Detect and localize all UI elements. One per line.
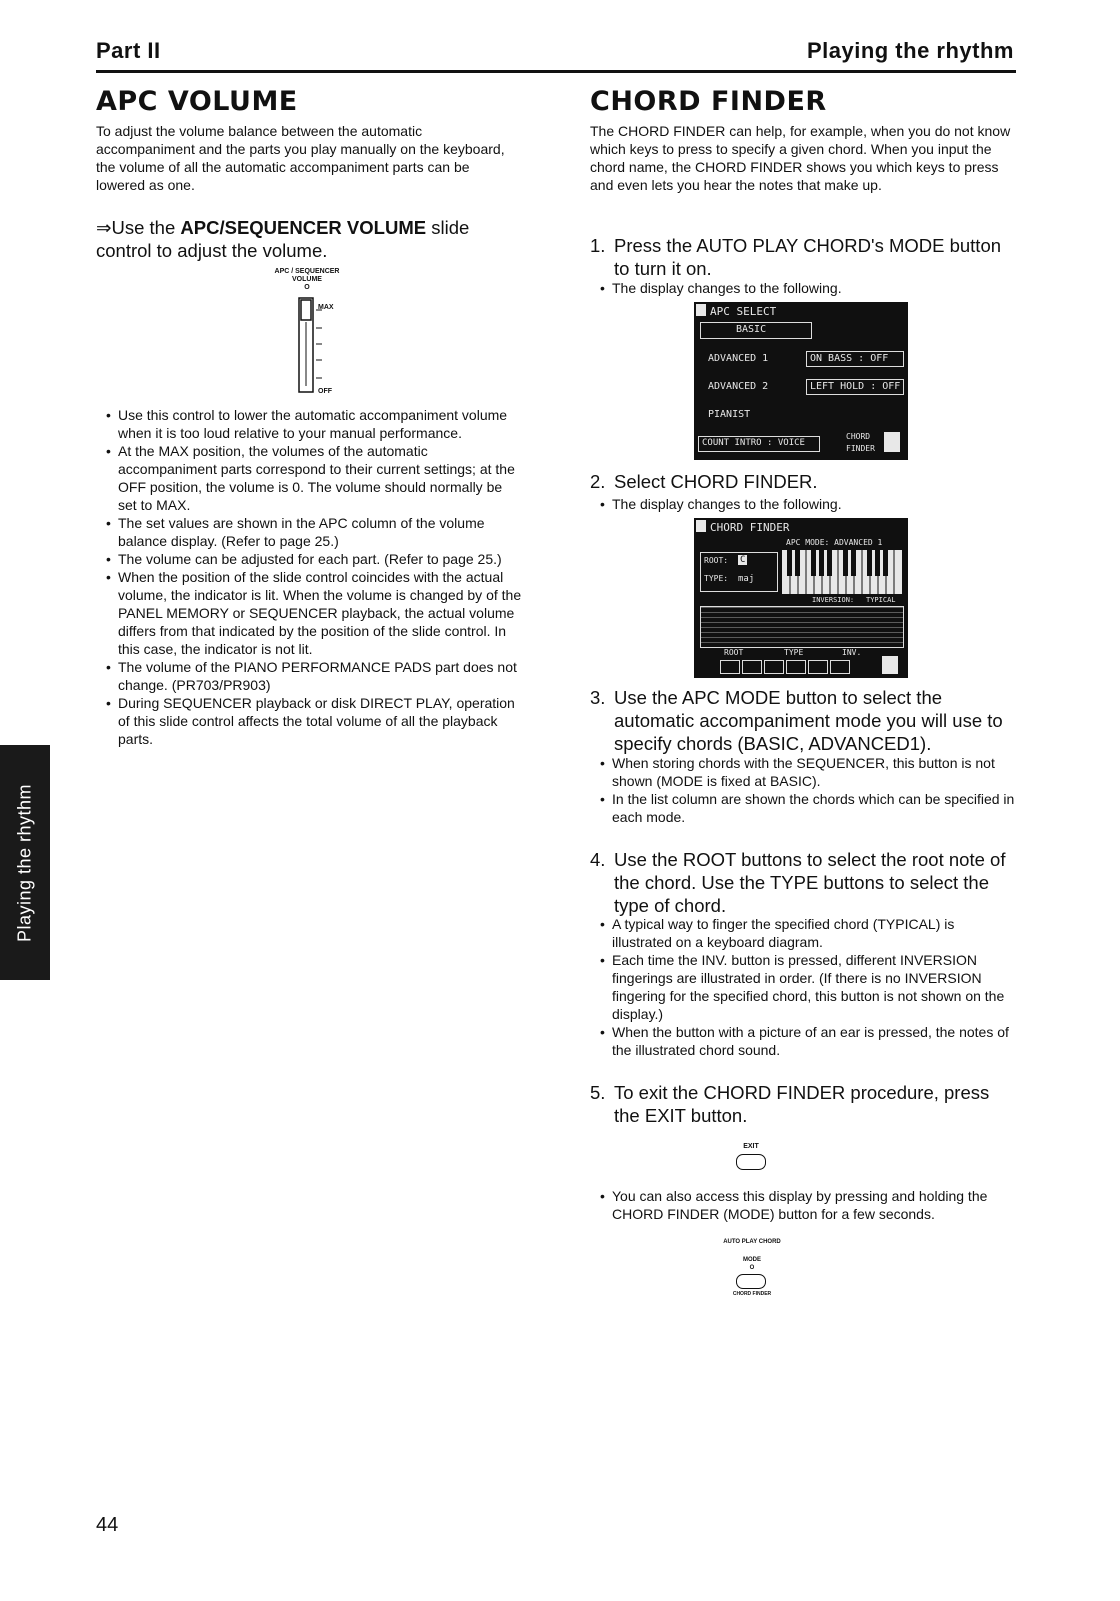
bullet: • The volume of the PIANO PERFORMANCE PADS part does not change. (PR703/PR903) — [104, 658, 522, 694]
mode-btn-mode-label: MODE — [743, 1257, 761, 1263]
step-2-sub: • The display changes to the following. — [598, 495, 1022, 513]
lcd2-typical: TYPICAL — [866, 596, 896, 604]
step-2 — [590, 470, 1016, 493]
bullet: • The set values are shown in the APC column of the volume balance display. (Refer to page 25.) — [104, 514, 522, 550]
header-left: Part II — [96, 38, 161, 63]
bullet: • The volume can be adjusted for each part. (Refer to page 25.) — [104, 550, 522, 568]
lcd-chord: CHORD — [846, 432, 871, 441]
lcd2-button — [720, 660, 740, 674]
exit-button-icon — [736, 1154, 766, 1170]
apc-volume-title: APC VOLUME — [96, 86, 298, 117]
bullet: • Each time the INV. button is pressed, different INVERSION fingerings are illustrated in order. (If there is no INVERSION fingering for the specified chord, this button is not shown on the display.) — [598, 951, 1016, 1023]
apc-volume-bullets — [104, 406, 522, 748]
bullet: • When the position of the slide control coincides with the actual volume, the indicator is lit. When the volume is changed by of the PANEL MEMORY or SEQUENCER playback, the actual volume differs from that indicated by the position of the slide control. In this case, the indicator is not lit. — [104, 568, 522, 658]
lcd-finder: FINDER — [846, 444, 875, 453]
step-number: 4. — [590, 849, 606, 870]
bullet: • When storing chords with the SEQUENCER, this button is not shown (MODE is fixed at BASIC). — [598, 754, 1016, 790]
lcd-bottom: COUNT INTRO : VOICE — [702, 438, 805, 448]
step-text: Press the AUTO PLAY CHORD's MODE button to turn it on. — [614, 235, 1002, 279]
lcd-onbass: ON BASS : OFF — [810, 353, 889, 364]
slider-max-label: MAX — [318, 304, 334, 311]
step-text: To exit the CHORD FINDER procedure, press the EXIT button. — [614, 1082, 990, 1126]
bullet: • In the list column are shown the chords which can be specified in each mode. — [598, 790, 1016, 826]
lcd2-type-val: maj — [738, 574, 755, 584]
apc-volume-instruction: ⇒Use the APC/SEQUENCER VOLUME slide control to adjust the volume. — [96, 217, 470, 261]
step-number: 2. — [590, 471, 606, 492]
lcd2-title: CHORD FINDER — [710, 521, 790, 534]
mode-btn-bottom-label: CHORD FINDER — [732, 1291, 772, 1297]
chord-finder-intro: The CHORD FINDER can help, for example, when you do not know which keys to press to specify a given chord. When you input the chord name, the CHORD FINDER shows you which keys to press and even lets you hear the notes that make up. — [590, 123, 1011, 193]
step-number: 5. — [590, 1082, 606, 1103]
step-5-sub: • You can also access this display by pressing and holding the CHORD FINDER (MODE) button for a few seconds. — [598, 1187, 1030, 1223]
ear-icon — [882, 656, 898, 674]
step-text: Use the APC MODE button to select the automatic accompaniment mode you will use to specify chords (BASIC, ADVANCED1). — [614, 687, 1003, 754]
chord-finder-title: CHORD FINDER — [590, 86, 827, 117]
lcd2-chord-list — [700, 606, 904, 648]
step-text: Select CHORD FINDER. — [614, 471, 818, 492]
lcd-chord-finder — [694, 518, 908, 678]
step-text: Use the ROOT buttons to select the root note of the chord. Use the TYPE buttons to select the type of chord. — [614, 849, 1006, 916]
mode-btn-o-label: O — [749, 1265, 755, 1271]
lcd-advanced-1: ADVANCED 1 — [708, 353, 769, 364]
apc-volume-intro: To adjust the volume balance between the automatic accompaniment and the parts you play manually on the keyboard, the volume of all the automatic accompaniment parts can be lowered as one. — [96, 123, 505, 193]
lcd2-button — [808, 660, 828, 674]
lcd-finder-icon — [884, 432, 900, 452]
step-1-sub: • The display changes to the following. — [598, 279, 1022, 297]
lcd2-root-val: C — [740, 555, 746, 565]
mode-button-icon — [736, 1274, 766, 1289]
step-4-subs — [598, 915, 1016, 1059]
lcd2-btn-type: TYPE — [784, 648, 804, 657]
slider-label-top: APC / SEQUENCER — [274, 268, 340, 275]
lcd2-root: ROOT: — [704, 556, 729, 565]
lcd2-button — [742, 660, 762, 674]
lcd2-inversion: INVERSION: — [812, 596, 855, 604]
slider-off-label: OFF — [318, 388, 332, 395]
lcd2-button — [786, 660, 806, 674]
lcd-basic: BASIC — [736, 324, 767, 335]
bullet: • During SEQUENCER playback or disk DIRECT PLAY, operation of this slide control affects the total volume of all the playback parts. — [104, 694, 522, 748]
lcd2-type: TYPE: — [704, 574, 729, 583]
bullet: • Use this control to lower the automatic accompaniment volume when it is too loud relative to your manual performance. — [104, 406, 522, 442]
lcd-advanced-2: ADVANCED 2 — [708, 381, 769, 392]
step-1 — [590, 234, 1016, 280]
step-3 — [590, 686, 1016, 755]
exit-label: EXIT — [743, 1143, 759, 1150]
side-tab — [0, 745, 50, 980]
lcd-apc-select — [694, 302, 908, 460]
step-4 — [590, 848, 1016, 917]
page-number: 44 — [96, 1514, 119, 1536]
lcd-title: APC SELECT — [710, 305, 777, 318]
lcd2-btn-inv: INV. — [842, 648, 862, 657]
lcd2-btn-root: ROOT — [724, 648, 744, 657]
step-3-subs — [598, 754, 1016, 826]
bullet: • At the MAX position, the volumes of the automatic accompaniment parts correspond to their current settings; at the OFF position, the volume is 0. The volume should normally be set to MAX. — [104, 442, 522, 514]
lcd2-apcmode: APC MODE: ADVANCED 1 — [786, 538, 883, 547]
bullet: • A typical way to finger the specified chord (TYPICAL) is illustrated on a keyboard diagram. — [598, 915, 1016, 951]
lcd2-button — [764, 660, 784, 674]
slider-label-volume: VOLUME — [292, 276, 322, 283]
side-tab-label: Playing the rhythm — [14, 783, 35, 942]
lcd2-button — [830, 660, 850, 674]
step-5 — [590, 1081, 1016, 1127]
header-rule — [96, 70, 1016, 73]
bullet: • When the button with a picture of an ear is pressed, the notes of the illustrated chord sound. — [598, 1023, 1016, 1059]
step-number: 1. — [590, 235, 606, 256]
mode-btn-top-label: AUTO PLAY CHORD — [723, 1239, 781, 1245]
header-right: Playing the rhythm — [806, 38, 1014, 63]
step-number: 3. — [590, 687, 606, 708]
lcd-pianist: PIANIST — [708, 409, 751, 420]
lcd-lefthold: LEFT HOLD : OFF — [810, 381, 901, 392]
lcd2-keyboard — [782, 550, 902, 594]
slider-label-o: O — [304, 284, 310, 291]
